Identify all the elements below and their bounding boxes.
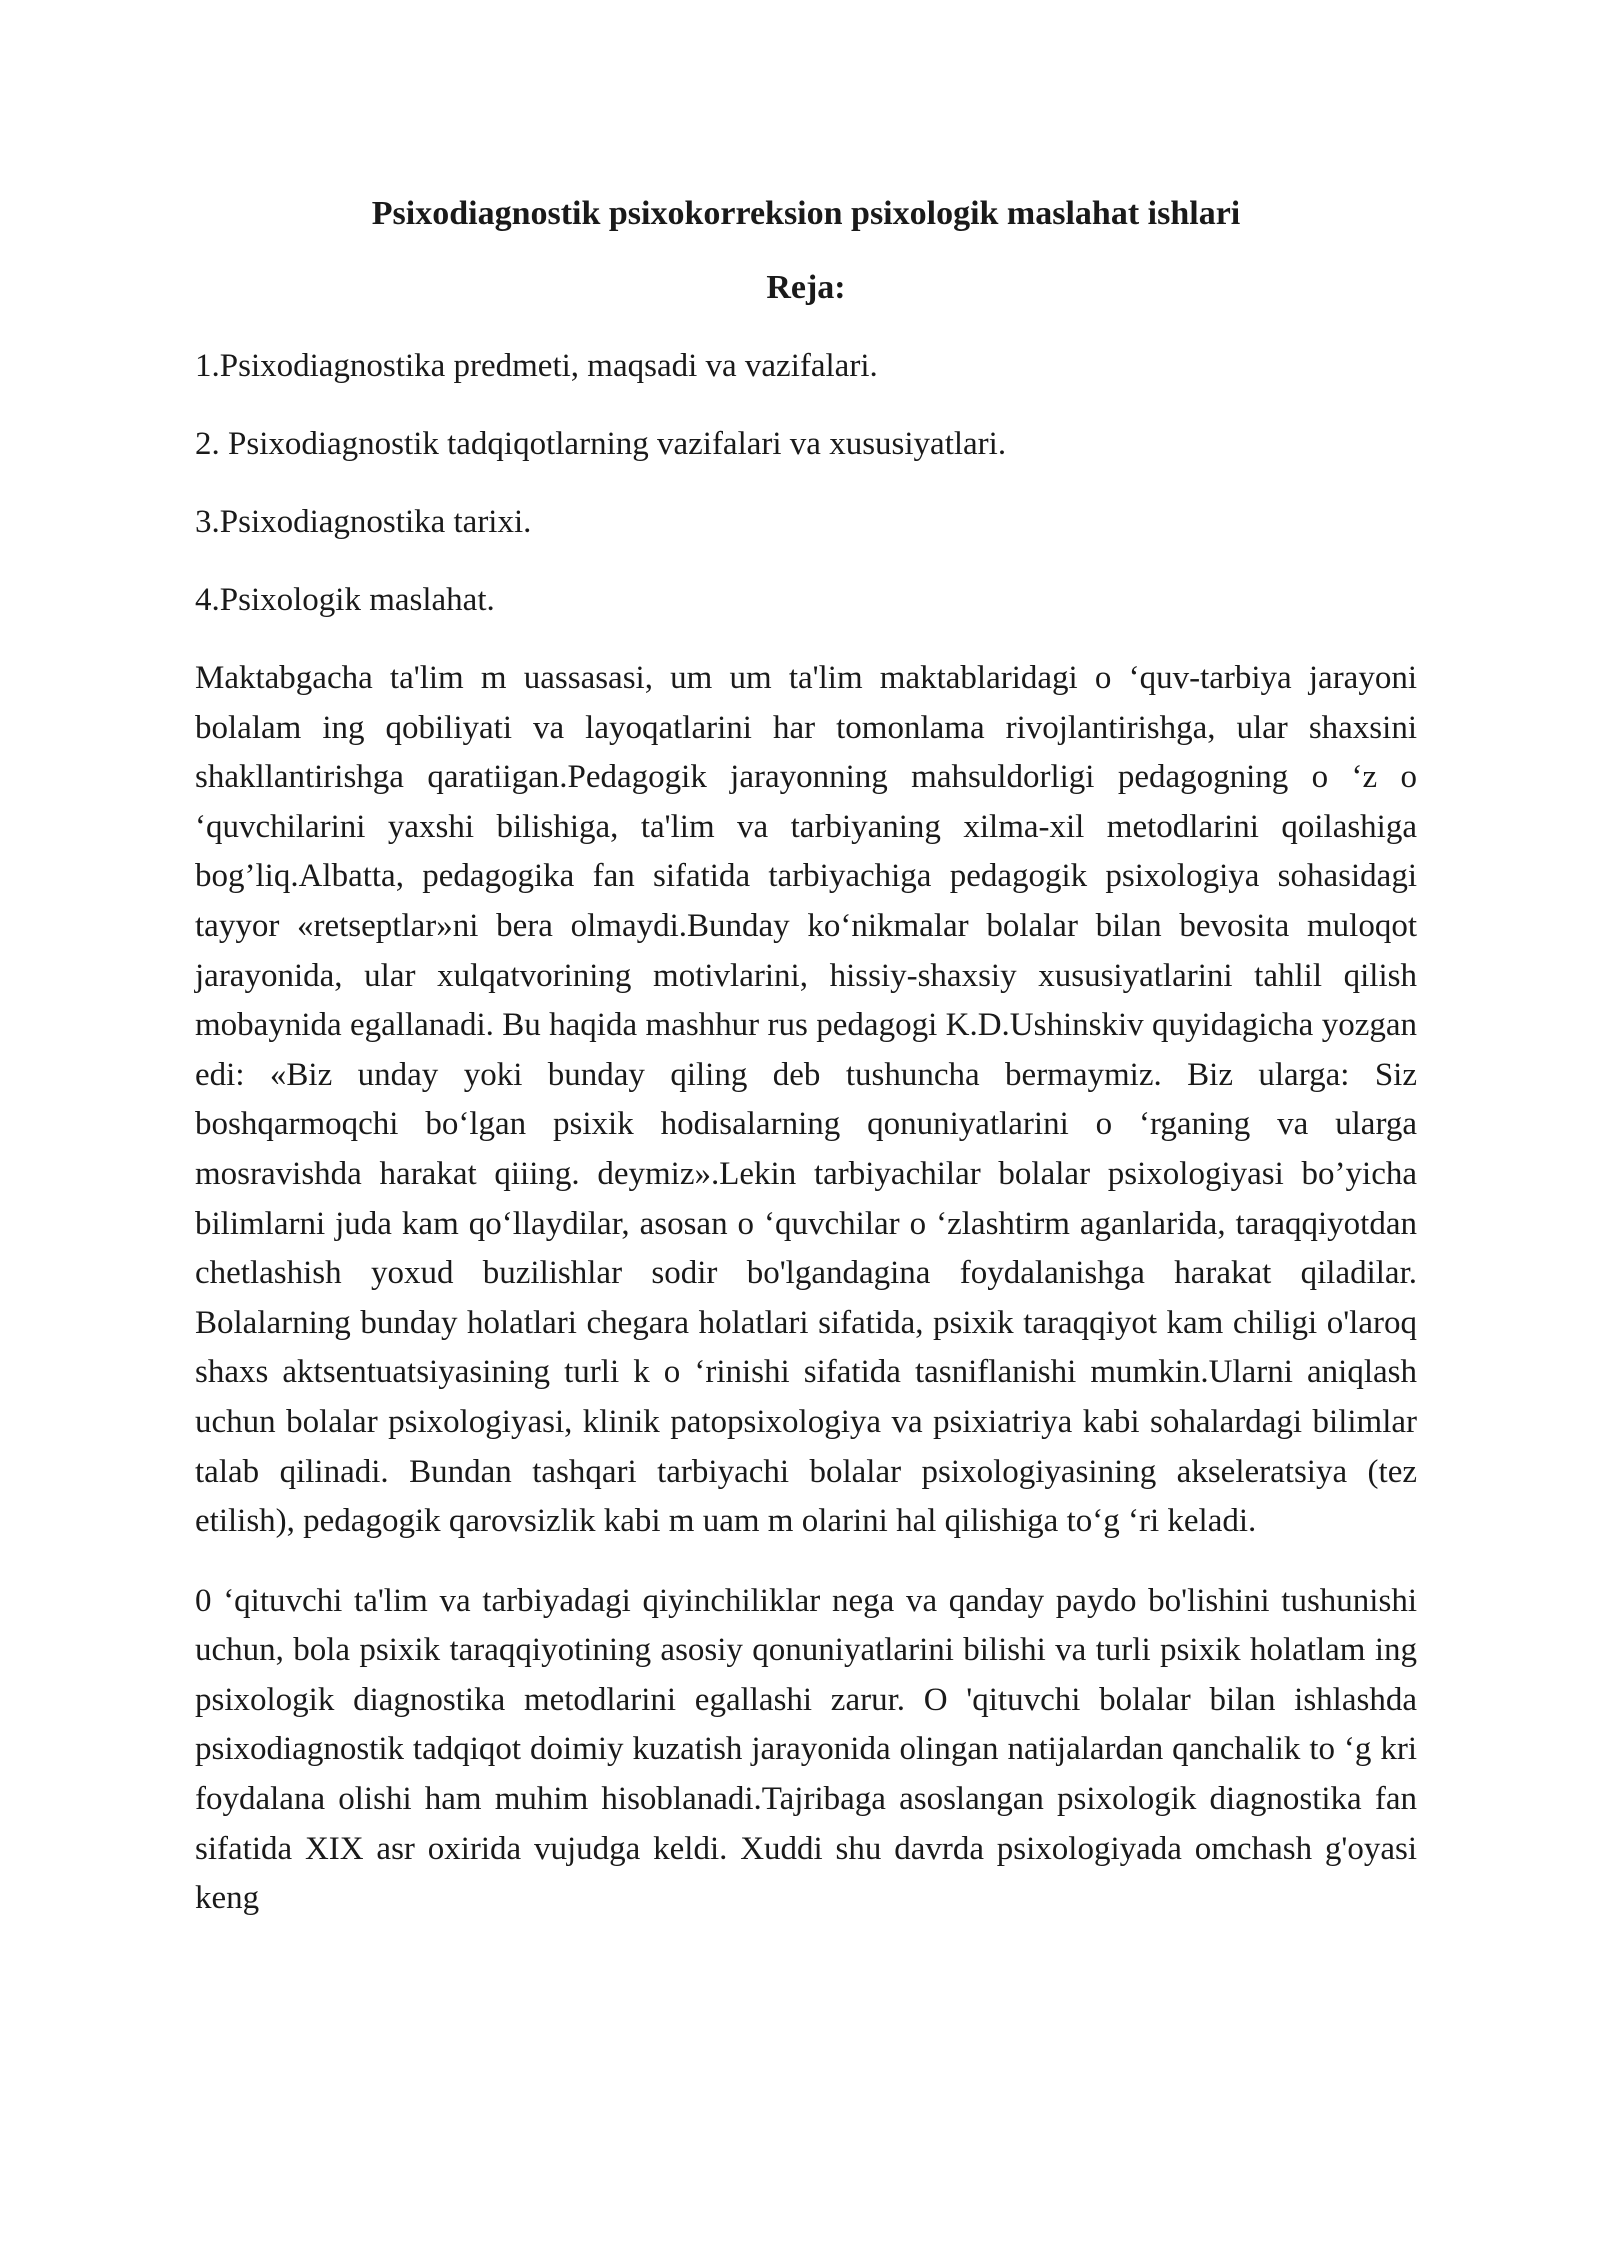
- document-page: [195, 190, 1417, 1924]
- plan-item: 3.Psixodiagnostika tarixi.: [195, 504, 532, 540]
- document-title: Psixodiagnostik psixokorreksion psixologik maslahat ishlari: [371, 195, 1241, 232]
- body-paragraph: Maktabgacha ta'lim m uassasasi, um um ta'lim maktablaridagi o ‘quv-tarbiya jarayoni bolalam ing qobiliyati va layoqatlarini har tomonlama rivojlantirishga, ular shaxsini shakllantirishga qaratiigan.Pedagogik jarayonning mahsuldorligi pedagogning o ‘z o ‘quvchilarini yaxshi bilishiga, ta'lim va tarbiyaning xilma-xil metodlarini qoilashiga bog’liq.Albatta, pedagogika fan sifatida tarbiyachiga pedagogik psixologiya sohasidagi tayyor «retseptlar»ni bera olmaydi.Bunday ko‘nikmalar bolalar bilan bevosita muloqot jarayonida, ular xulqatvorining motivlarini, hissiy-shaxsiy xususiyatlarini tahlil qilish mobaynida egallanadi. Bu haqida mashhur rus pedagogi K.D.Ushinskiv quyidagicha yozgan edi: «Biz unday yoki bunday qiling deb tushuncha bermaymiz. Biz ularga: Siz boshqarmoqchi bo‘lgan psixik hodisalarning qonuniyatlarini o ‘rganing va ularga mosravishda harakat qiiing. deymiz».Lekin tarbiyachilar bolalar psixologiyasi bo’yicha bilimlarni juda kam qo‘llaydilar, asosan o ‘quvchilar o ‘zlashtirm aganlarida, taraqqiyotdan chetlashish yoxud buzilishlar sodir bo'lgandagina foydalanishga harakat qiladilar. Bolalarning bunday holatlari chegara holatlari sifatida, psixik taraqqiyot kam chiligi o'laroq shaxs aktsentuatsiyasining turli k o ‘rinishi sifatida tasniflanishi mumkin.Ularni aniqlash uchun bolalar psixologiyasi, klinik patopsixologiya va psixiatriya kabi sohalardagi bilimlar talab qilinadi. Bundan tashqari tarbiyachi bolalar psixologiyasining akseleratsiya (tez etilish), pedagogik qarovsizlik kabi m uam m olarini hal qilishiga to‘g ‘ri keladi.: [195, 660, 1417, 1540]
- plan-list: [195, 342, 1417, 624]
- plan-heading: Reja:: [766, 269, 846, 306]
- body-paragraph: 0 ‘qituvchi ta'lim va tarbiyadagi qiyinchiliklar nega va qanday paydo bo'lishini tushunishi uchun, bola psixik taraqqiyotining asosiy qonuniyatlarini bilishi va turli psixik holatlam ing psixologik diagnostika metodlarini egallashi zarur. O 'qituvchi bolalar bilan ishlashda psixodiagnostik tadqiqot doimiy kuzatish jarayonida olingan natijalardan qanchalik to ‘g kri foydalana olishi ham muhim hisoblanadi.Tajribaga asoslangan psixologik diagnostika fan sifatida XIX asr oxirida vujudga keldi. Xuddi shu davrda psixologiyada omchash g'oyasi keng: [195, 1582, 1417, 1917]
- plan-item: 4.Psixologik maslahat.: [195, 582, 495, 618]
- plan-item: 2. Psixodiagnostik tadqiqotlarning vazifalari va xususiyatlari.: [195, 426, 1007, 462]
- plan-item: 1.Psixodiagnostika predmeti, maqsadi va vazifalari.: [195, 348, 878, 384]
